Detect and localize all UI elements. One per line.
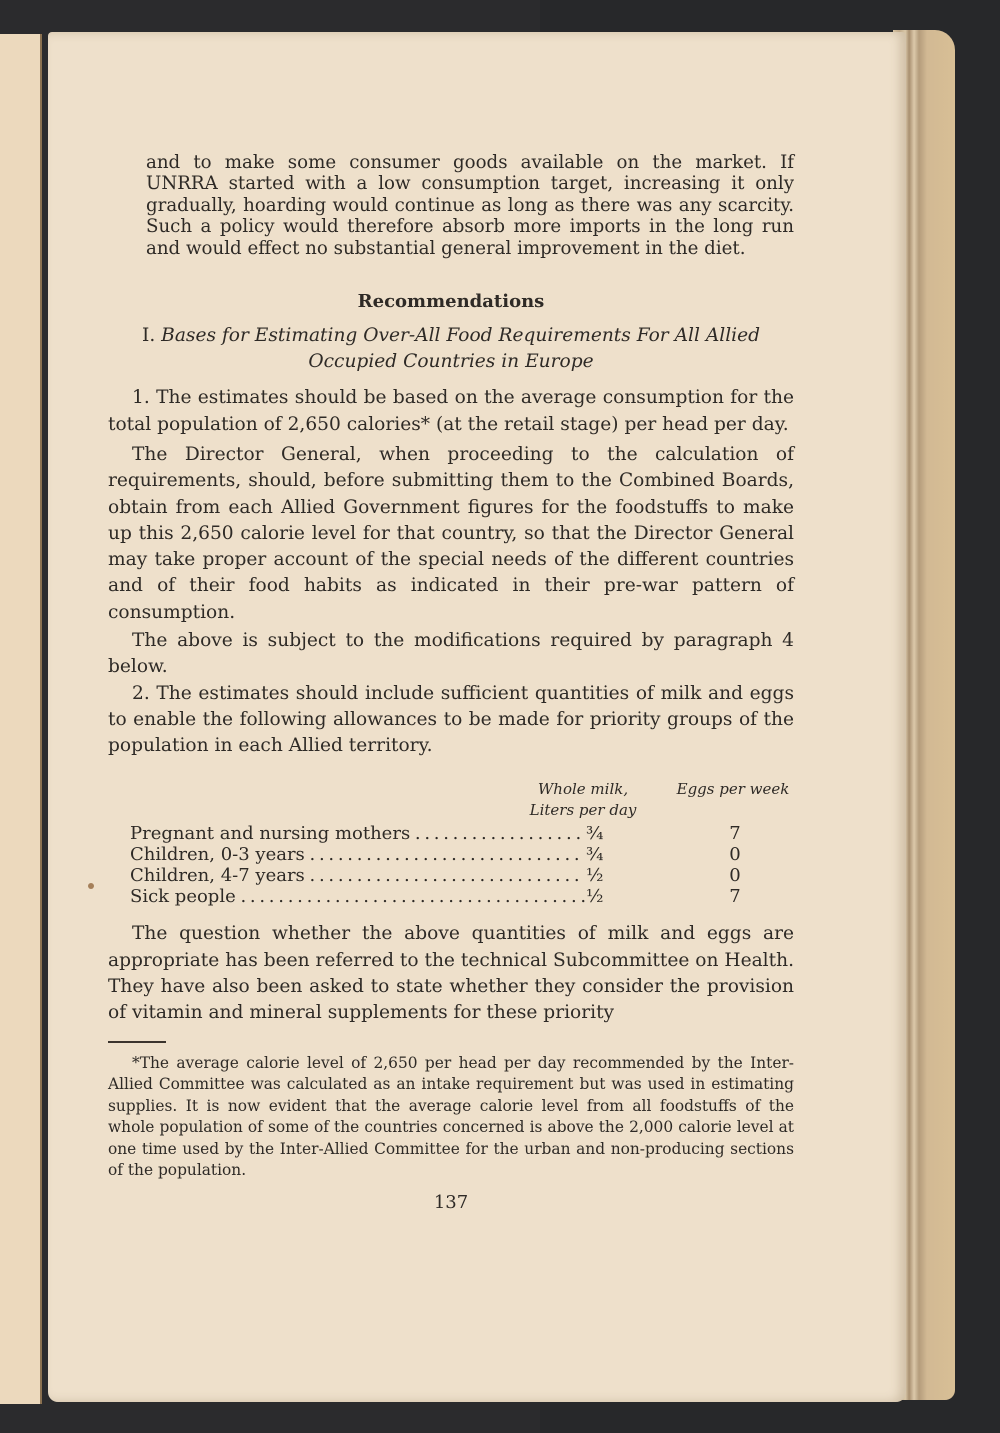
table-row [130,823,770,844]
milk-value: ½ [586,865,610,886]
milk-value: ¾ [586,823,610,844]
milk-value: ½ [586,886,610,907]
header-eggs: Eggs per week [676,780,790,799]
paragraph-1: 1. The estimates should be based on the average consumption for the total population of 2,650 calories* (at the retail stage) per head per day. [108,387,794,435]
opening-paragraph: and to make some consumer goods available on the market. If UNRRA started with a low consumption target, increasing it only gradually, hoarding would continue as long as there was any scarcity. Such a policy would therefore absorb more imports in the long run and would effect no substantial general improvement in the diet. [146,152,794,259]
table-row [130,865,770,886]
eggs-value: 7 [729,823,741,845]
subsection-heading [108,323,794,375]
page-content [108,152,794,1216]
bullet-mark [88,883,94,889]
table-row [130,844,770,865]
milk-value: ¾ [586,844,610,865]
closing-paragraph: The question whether the above quantities of milk and eggs are appropriate has been referred to the technical Subcommittee on Health. They have also been asked to state whether they consider the provision of vitamin and mineral supplements for these priority [108,923,794,1024]
group-label: Children, 4-7 years . . . [130,865,585,886]
eggs-value: 0 [729,844,741,866]
section-heading: Recommendations [357,291,545,313]
page-number: 137 [433,1191,469,1213]
header-milk-line2: Liters per day [529,801,637,820]
group-label: Children, 0-3 years . . . [130,844,585,865]
paragraph-2: 2. The estimates should include sufficient quantities of milk and eggs to enable the following allowances to be made for priority groups of the population in each Allied territory. [108,682,794,757]
left-page-edge [0,34,42,1404]
header-milk-line1: Whole milk, [537,780,629,799]
table-row [130,886,770,907]
group-label: Pregnant and nursing mothers . . . [130,823,585,844]
footnote: *The average calorie level of 2,650 per head per day recommended by the Inter-Allied Committee was calculated as an intake requirement but was used in estimating supplies. It is now evident that the average calorie level from all foodstuffs of the whole population of some of the countries concerned is above the 2,000 calorie level at one time used by the Inter-Allied Committee for the urban and non-producing sections of the population. [108,1053,794,1180]
paragraph-modifications: The above is subject to the modifications required by paragraph 4 below. [108,630,794,678]
header-milk [508,779,658,821]
footnote-divider [108,1041,166,1043]
paragraph-director-general: The Director General, when proceeding to the calculation of requirements, should, before submitting them to the Combined Boards, obtain from each Allied Government figures for the foodstuffs to make up this 2,650 calorie level for that country, so that the Director General may take proper account of the special needs of the different countries and of their food habits as indicated in their pre-war pattern of consumption. [108,443,794,623]
subsection-numeral: I. [141,325,156,347]
subsection-title: Bases for Estimating Over-All Food Requirements For All Allied Occupied Countries in Europe [161,325,761,373]
eggs-value: 0 [729,865,741,887]
group-label: Sick people . . . [130,886,585,907]
allowance-table [108,775,794,915]
eggs-value: 7 [729,886,741,908]
